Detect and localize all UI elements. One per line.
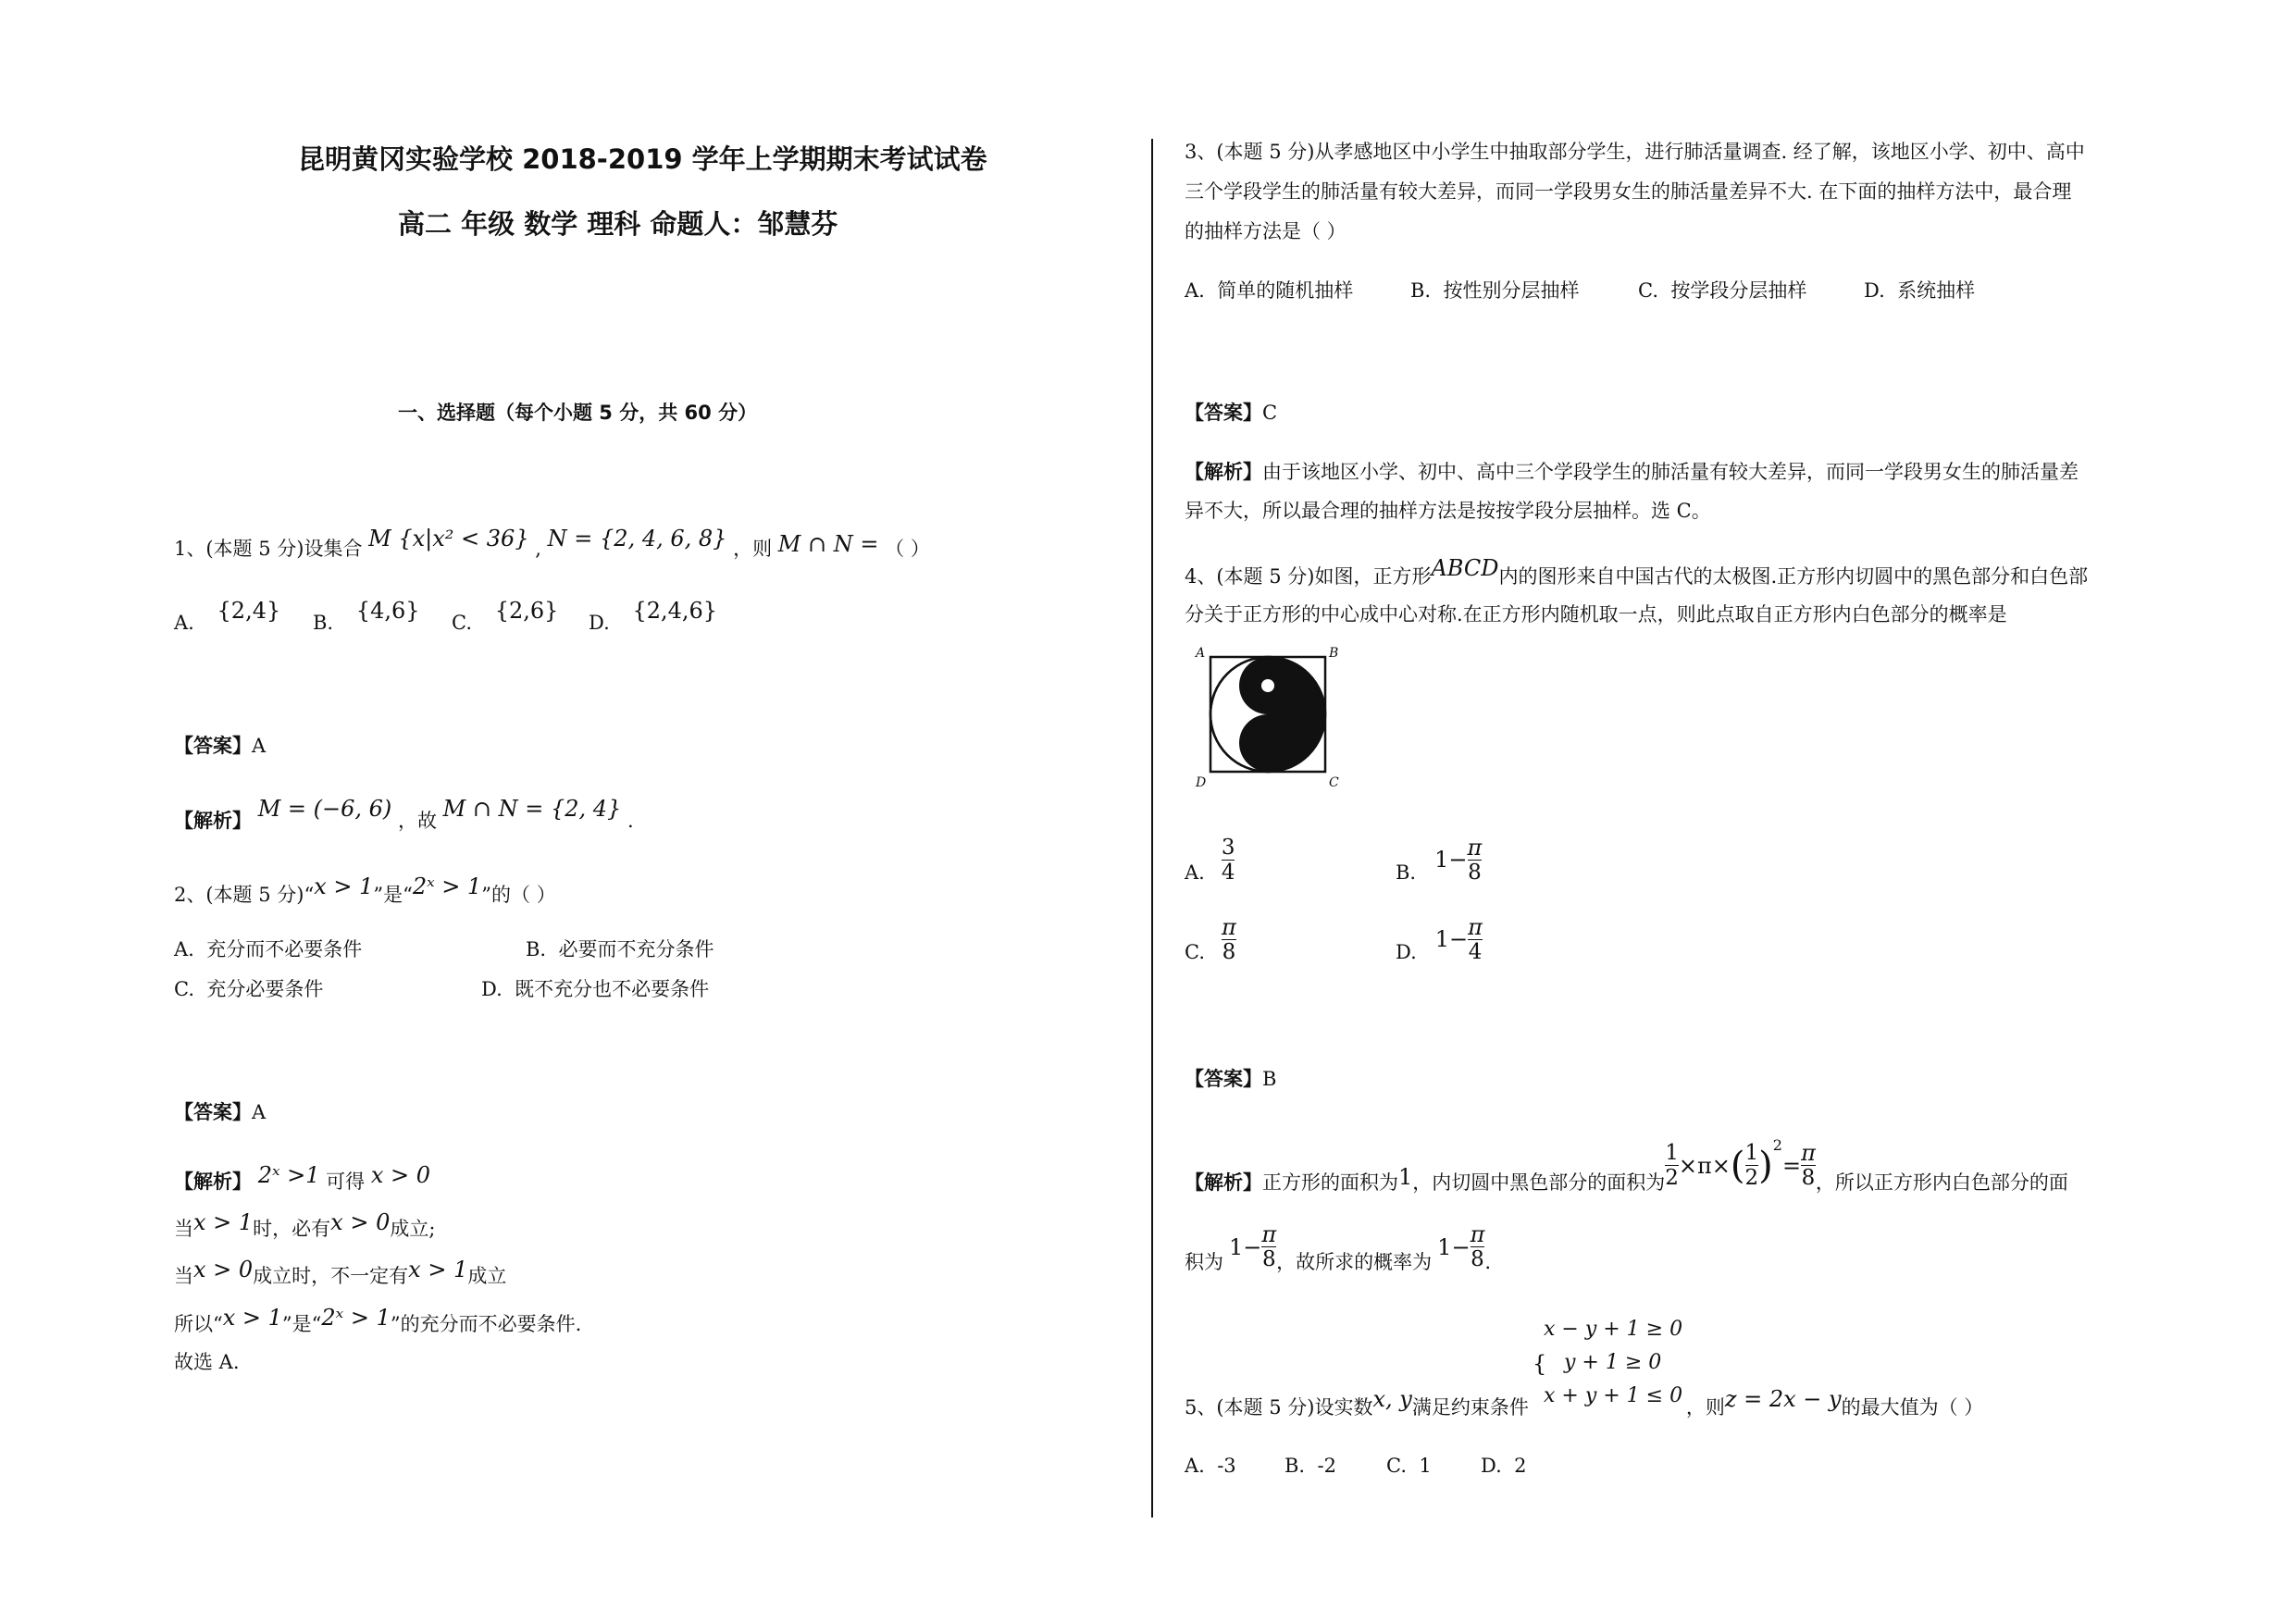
q1-suffix: ，则: [733, 538, 773, 560]
text: ”是“: [281, 1313, 322, 1335]
option-letter: C.: [1185, 941, 1205, 963]
q3-line-3: 的抽样方法是（ ）: [1185, 220, 1347, 242]
column-divider: [1151, 139, 1153, 1518]
option-text: 系统抽样: [1897, 279, 1976, 302]
analysis-label: 【解析】: [1185, 1171, 1262, 1194]
option-prefix: 1−: [1434, 847, 1468, 873]
q1-analysis-end: .: [627, 810, 634, 832]
option-prefix: 1−: [1434, 926, 1469, 952]
math-expr: x > 0: [370, 1162, 431, 1188]
vertex-a: A: [1196, 646, 1206, 661]
q4-option-d: [1396, 911, 1483, 968]
q4-area-formula: [1665, 1135, 1816, 1190]
q5-mid: 满足约束条件: [1411, 1396, 1529, 1419]
section-heading: 一、选择题（每个小题 5 分，共 60 分）: [398, 402, 758, 424]
option-letter: A.: [1185, 861, 1205, 884]
q1-answer: [174, 733, 266, 759]
option-text: 既不充分也不必要条件: [515, 978, 710, 1000]
option-value: {2,4}: [217, 598, 281, 624]
math-expr: x > 0: [193, 1257, 254, 1282]
option-text: 必要而不充分条件: [558, 938, 714, 960]
option-text: 充分必要条件: [206, 978, 324, 1000]
q5-vars: x, y: [1372, 1386, 1412, 1412]
text: ，故所求的概率为: [1276, 1251, 1433, 1273]
math-expr: x > 1: [193, 1209, 254, 1235]
vertex-b: B: [1329, 646, 1339, 661]
q3-line-2: 三个学段学生的肺活量有较大差异，而同一学段男女生的肺活量差异不大. 在下面的抽样方法中，最合理: [1185, 180, 2072, 203]
text: .: [1484, 1251, 1492, 1273]
math-expr: 1−: [1437, 1233, 1471, 1260]
option-letter: C.: [1386, 1455, 1407, 1477]
text: ”的充分而不必要条件.: [390, 1313, 582, 1335]
option-letter: D.: [589, 612, 610, 634]
option-text: 充分而不必要条件: [206, 938, 363, 960]
vertex-d: D: [1196, 775, 1207, 790]
option-value: 1: [1419, 1455, 1432, 1477]
q4-line-2: 分关于正方形的中心成中心对称.在正方形内随机取一点，则此点取自正方形内白色部分的概率是: [1185, 603, 2007, 626]
option-letter: C.: [1638, 279, 1658, 302]
text: 可得: [326, 1171, 366, 1193]
text: 时，必有: [253, 1218, 331, 1240]
option-letter: D.: [1864, 279, 1885, 302]
answer-label: 【答案】: [1185, 1067, 1262, 1090]
q4-answer: [1185, 1066, 1276, 1092]
fraction-half: [1665, 1141, 1679, 1190]
left-paren: (: [1730, 1144, 1745, 1187]
analysis-text: 由于该地区小学、初中、高中三个学段学生的肺活量有较大差异，而同一学段男女生的肺活量差: [1262, 461, 2079, 483]
math-expr: ×π×: [1678, 1152, 1731, 1179]
q3-answer: [1185, 400, 1277, 426]
q1-expr: M ∩ N =: [777, 531, 879, 557]
q1-set-n: N = {2, 4, 6, 8}: [547, 526, 727, 551]
q4-probability: [1437, 1222, 1484, 1271]
denominator: 2: [1665, 1166, 1679, 1190]
analysis-label: 【解析】: [1185, 460, 1262, 483]
option-letter: D.: [1396, 941, 1417, 963]
q2-conclusion: 故选 A.: [174, 1351, 240, 1373]
q3-option-c: [1638, 278, 1806, 304]
q1-prefix: 1、(本题 5 分)设集合: [174, 538, 363, 560]
math-expr: x > 1: [222, 1305, 282, 1331]
numerator: 3: [1221, 835, 1235, 860]
q4-line-1: [1185, 555, 2089, 589]
question-1: [174, 526, 930, 562]
answer-value: C: [1262, 402, 1278, 424]
q4-option-a: [1185, 831, 1235, 888]
q1-option-a: [174, 598, 281, 636]
q2-cond2: 2ˣ > 1: [412, 873, 482, 899]
q4-option-c: [1185, 911, 1236, 968]
q2-analysis-line-1: [174, 1162, 431, 1195]
option-letter: A.: [1185, 1455, 1205, 1477]
option-letter: D.: [1481, 1455, 1502, 1477]
q2-option-c: [174, 976, 323, 1002]
q2-prefix: 2、(本题 5 分)“: [174, 884, 315, 906]
option-letter: B.: [1410, 279, 1432, 302]
numerator: π: [1468, 913, 1483, 940]
denominator: 8: [1471, 1247, 1484, 1271]
q4-white-area: [1229, 1222, 1276, 1271]
taiji-diagram: [1194, 646, 1342, 794]
option-value: {2,6}: [494, 598, 559, 624]
option-fraction: [1222, 836, 1235, 885]
constraint-1: x − y + 1 ≥ 0: [1544, 1318, 1683, 1341]
q5-suffix: 的最大值为（ ）: [1841, 1396, 1984, 1419]
numerator: 1: [1665, 1141, 1679, 1165]
analysis-label: 【解析】: [174, 809, 252, 832]
answer-value: A: [252, 735, 267, 757]
analysis-label: 【解析】: [174, 1170, 252, 1193]
option-value: -2: [1317, 1455, 1336, 1477]
q1-option-d: [589, 598, 718, 636]
q4-line1-rest: 内的图形来自中国古代的太极图.正方形内切圆中的黑色部分和白色部: [1498, 565, 2089, 588]
option-letter: C.: [174, 978, 194, 1000]
option-letter: A.: [174, 612, 194, 634]
numerator: π: [1470, 1221, 1485, 1247]
q1-option-c: [452, 598, 559, 636]
q4-analysis-line-1: [1185, 1131, 2068, 1196]
q4-option-b: [1396, 831, 1482, 888]
text: 正方形的面积为: [1262, 1171, 1398, 1194]
q5-objective: z = 2x − y: [1724, 1386, 1842, 1412]
q4-abcd: ABCD: [1431, 555, 1499, 581]
text: 当: [174, 1265, 193, 1287]
q3-line-1: 3、(本题 5 分)从孝感地区中小学生中抽取部分学生，进行肺活量调查. 经了解，该地区小学、初中、高中: [1185, 141, 2085, 163]
q5-mid2: ，则: [1685, 1396, 1725, 1419]
constraint-3: x + y + 1 ≤ 0: [1544, 1384, 1683, 1407]
q2-analysis-line-2: [174, 1209, 436, 1242]
text: 成立;: [390, 1218, 436, 1240]
text: 积为: [1185, 1251, 1223, 1273]
q1-sep: ,: [535, 538, 541, 560]
option-value: -3: [1217, 1455, 1236, 1477]
q2-option-a: [174, 936, 362, 962]
q1-analysis-mid: ，故: [397, 810, 437, 832]
q2-option-d: [481, 976, 709, 1002]
constraint-brace: {: [1533, 1351, 1547, 1377]
option-value: {4,6}: [355, 598, 420, 624]
answer-label: 【答案】: [174, 734, 252, 757]
denominator: 8: [1222, 939, 1236, 964]
q2-analysis-line-4: [174, 1305, 582, 1337]
option-letter: B.: [313, 612, 334, 634]
option-letter: D.: [481, 978, 503, 1000]
text: ，所以正方形内白色部分的面: [1815, 1171, 2068, 1194]
q3-analysis-line-2: 异不大，所以最合理的抽样方法是按按学段分层抽样。选 C。: [1185, 500, 1711, 522]
right-paren: ): [1758, 1144, 1773, 1187]
denominator: 8: [1801, 1166, 1816, 1190]
q5-option-a: [1185, 1453, 1236, 1479]
denominator: 4: [1221, 860, 1235, 885]
text: 成立时，不一定有: [253, 1265, 409, 1287]
q2-mid: ”是“: [373, 884, 413, 906]
denominator: 2: [1744, 1166, 1759, 1190]
q2-suffix: ”的（ ）: [481, 884, 556, 906]
exam-title: 昆明黄冈实验学校 2018-2019 学年上学期期末考试试卷: [298, 143, 987, 175]
option-letter: B.: [1285, 1455, 1306, 1477]
denominator: 4: [1468, 939, 1483, 964]
q3-option-a: [1185, 278, 1353, 304]
option-text: 按性别分层抽样: [1443, 279, 1580, 302]
text: ，内切圆中黑色部分的面积为: [1412, 1171, 1666, 1194]
fraction: [1261, 1222, 1276, 1271]
option-text: 按学段分层抽样: [1670, 279, 1807, 302]
q1-analysis: [174, 796, 634, 834]
exponent: 2: [1772, 1135, 1782, 1154]
q2-option-b: [526, 936, 714, 962]
fraction: [1471, 1222, 1485, 1271]
option-letter: C.: [452, 612, 472, 634]
q3-option-d: [1864, 278, 1975, 304]
option-fraction: [1468, 836, 1483, 885]
q2-cond1: x > 1: [314, 873, 374, 899]
vertex-c: C: [1329, 775, 1339, 790]
numerator: 1: [1744, 1141, 1759, 1165]
answer-value: A: [252, 1101, 267, 1123]
option-letter: B.: [1396, 861, 1417, 884]
math-expr: 2ˣ >1: [257, 1162, 320, 1188]
math-expr: x > 1: [408, 1257, 468, 1282]
question-2: [174, 873, 556, 908]
numerator: π: [1801, 1140, 1816, 1166]
text: 成立: [467, 1265, 507, 1287]
fraction-half-sq: [1745, 1141, 1759, 1190]
q2-analysis-line-3: [174, 1257, 507, 1289]
q4-prefix: 4、(本题 5 分)如图，正方形: [1185, 565, 1432, 588]
math-expr: 2ˣ > 1: [321, 1305, 391, 1331]
q5-prefix: 5、(本题 5 分)设实数: [1185, 1396, 1373, 1419]
q2-answer: [174, 1099, 266, 1125]
question-5: [1185, 1386, 1984, 1420]
text: 所以“: [174, 1313, 223, 1335]
option-letter: A.: [174, 938, 194, 960]
q1-set-m: M {x|x² < 36}: [368, 526, 529, 551]
q3-analysis-line-1: [1185, 459, 2079, 485]
exam-subtitle: 高二 年级 数学 理科 命题人：邹慧芬: [398, 208, 838, 240]
math-expr: 1: [1398, 1164, 1413, 1190]
math-expr: =: [1781, 1152, 1802, 1179]
option-value: 2: [1514, 1455, 1527, 1477]
option-value: {2,4,6}: [632, 598, 718, 624]
q3-option-b: [1410, 278, 1579, 304]
numerator: π: [1467, 834, 1483, 861]
option-letter: B.: [526, 938, 547, 960]
text: 当: [174, 1218, 193, 1240]
answer-label: 【答案】: [1185, 401, 1262, 424]
q5-option-c: [1386, 1453, 1432, 1479]
answer-label: 【答案】: [174, 1100, 252, 1123]
denominator: 8: [1468, 860, 1482, 885]
q1-option-b: [313, 598, 420, 636]
q5-option-d: [1481, 1453, 1527, 1479]
math-expr: 1−: [1229, 1233, 1262, 1260]
constraint-2: y + 1 ≥ 0: [1564, 1351, 1662, 1374]
denominator: 8: [1261, 1247, 1276, 1271]
option-letter: A.: [1185, 279, 1205, 302]
q5-option-b: [1285, 1453, 1336, 1479]
option-text: 简单的随机抽样: [1217, 279, 1354, 302]
q1-analysis-result: M ∩ N = {2, 4}: [442, 796, 622, 822]
option-fraction: [1222, 915, 1236, 964]
math-expr: x > 0: [330, 1209, 391, 1235]
q1-analysis-m: M = (−6, 6): [257, 796, 392, 822]
numerator: π: [1261, 1221, 1277, 1247]
q1-paren: （ ）: [885, 538, 930, 560]
numerator: π: [1222, 913, 1236, 940]
option-fraction: [1468, 915, 1483, 964]
q4-analysis-line-2: [1185, 1220, 1491, 1275]
answer-value: B: [1262, 1068, 1277, 1090]
taiji-figure: [1194, 646, 1342, 794]
fraction-result: [1801, 1141, 1816, 1190]
